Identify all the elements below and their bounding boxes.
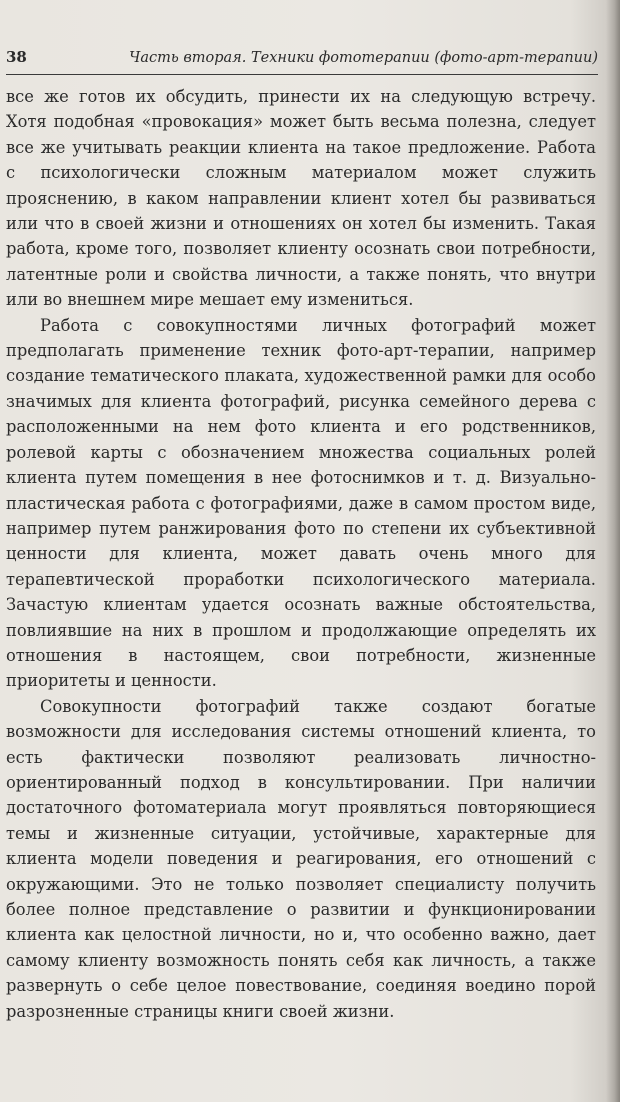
paragraph-relationship-system: Совокупности фотографий также создают богатые возможности для исследования системы отношений клиента, то есть фактически позволяют реализовать личностно-ориентированный подход в консультировании. При наличии достаточного фотоматериала могут проявляться повторяющиеся темы и жизненные ситуации, устойчивые, характерные для клиента модели поведения и реагирования, его отношений с окружающими. Это не только позволяет специалисту получить более полное представление о развитии и функционировании клиента как целостной личности, но и, что особенно важно, дает самому клиенту возможность понять себя как личность, а также развернуть о себе целое повествование, соединяя воедино порой разрозненные страницы книги своей жизни. bbox=[6, 696, 596, 1021]
page-binding-shadow bbox=[606, 0, 620, 1102]
page-header bbox=[6, 46, 598, 74]
page-number: 38 bbox=[6, 48, 27, 66]
body-text bbox=[6, 84, 596, 1024]
paragraph-continuation: все же готов их обсудить, принести их на следующую встречу. Хотя подобная «провокация» может быть весьма полезна, следует все же учитывать реакции клиента на такое предложение. Работа с психологически сложным материалом может служить прояснению, в каком направлении клиент хотел бы развиваться или что в своей жизни и отношениях он хотел бы изменить. Такая работа, кроме того, позволяет клиенту осознать свои потребности, латентные роли и свойства личности, а также понять, что внутри или во внешнем мире мешает ему измениться. bbox=[6, 87, 596, 310]
header-rule bbox=[6, 74, 598, 75]
running-head: Часть вторая. Техники фототерапии (фото-арт-терапии) bbox=[129, 50, 598, 66]
paragraph-photo-collections: Работа с совокупностями личных фотографий может предполагать применение техник фото-арт-терапии, например создание тематического плаката, художественной рамки для особо значимых для клиента фотографий, рисунка семейного дерева с расположенными на нем фото клиента и его родственников, ролевой карты с обозначением множества социальных ролей клиента путем помещения в нее фотоснимков и т. д. Визуально-пластическая работа с фотографиями, даже в самом простом виде, например путем ранжирования фото по степени их субъективной ценности для клиента, может давать очень много для терапевтической проработки психологического материала. Зачастую клиентам удается осознать важные обстоятельства, повлиявшие на них в прошлом и продолжающие определять их отношения в настоящем, свои потребности, жизненные приоритеты и ценности. bbox=[6, 315, 596, 691]
